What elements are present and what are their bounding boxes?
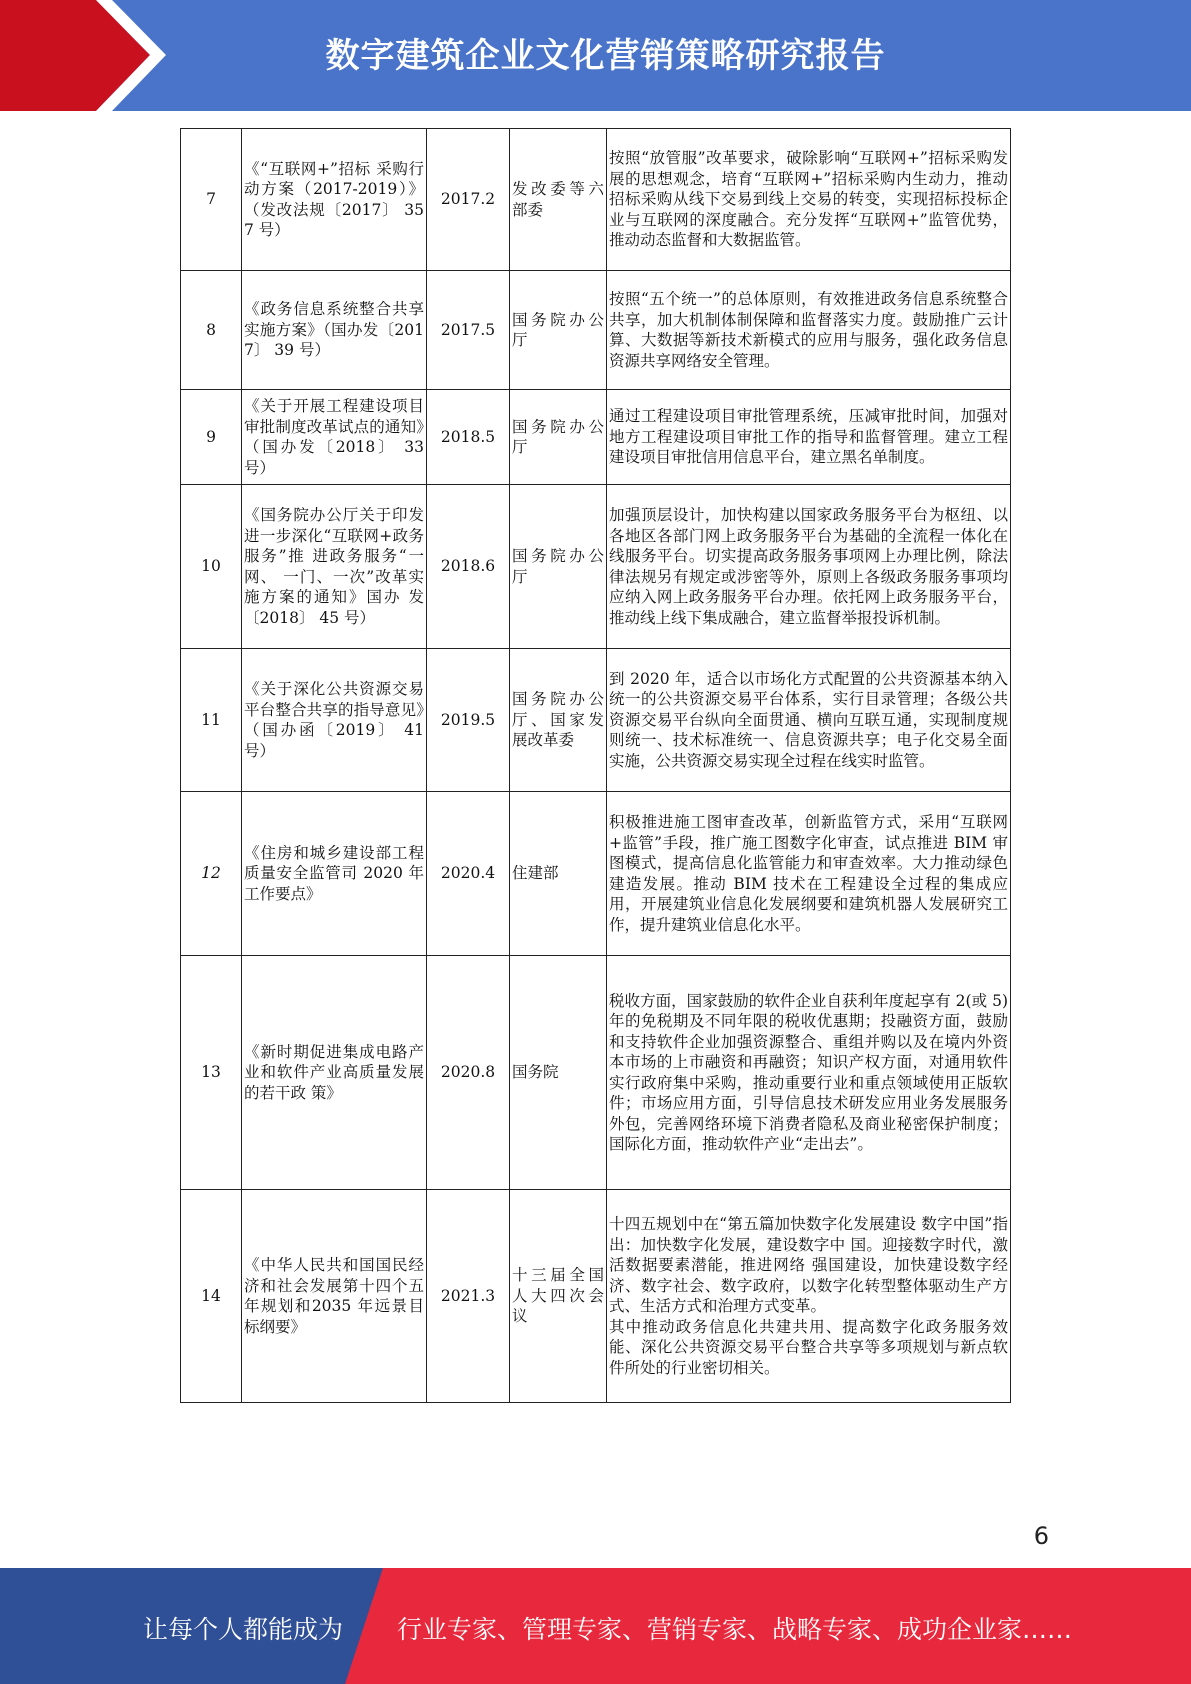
row-number: 13 xyxy=(181,956,242,1190)
content-paragraph: 按照“五个统一”的总体原则，有效推进政务信息系统整合共享，加大机制体制保障和监督落实力度。鼓励推广云计算、大数据等新技术新模式的应用与服务，强化政务信息资源共享网络安全管理。 xyxy=(609,290,1008,370)
issuing-department: 国务院办公厅 xyxy=(510,390,607,485)
table-row xyxy=(181,649,1011,792)
table-row xyxy=(181,390,1011,485)
issue-date: 2017.2 xyxy=(427,129,510,271)
policy-name: 《“互联网+”招标 采购行动方案（2017-2019）》（发改法规〔2017〕 357 号） xyxy=(242,129,427,271)
issue-date: 2019.5 xyxy=(427,649,510,792)
row-number: 7 xyxy=(181,129,242,271)
policy-name: 《新时期促进集成电路产业和软件产业高质量发展的若干政 策》 xyxy=(242,956,427,1190)
policy-content xyxy=(607,271,1011,390)
policy-name: 《政务信息系统整合共享实施方案》（国办发〔2017〕 39 号） xyxy=(242,271,427,390)
issuing-department: 国务院办公厅 xyxy=(510,485,607,649)
table-row xyxy=(181,956,1011,1190)
policy-name: 《住房和城乡建设部工程质量安全监管司 2020 年工作要点》 xyxy=(242,792,427,956)
issuing-department: 国务院 xyxy=(510,956,607,1190)
table-row xyxy=(181,485,1011,649)
footer-slogan-left: 让每个人都能成为 xyxy=(143,1615,344,1644)
issue-date: 2020.8 xyxy=(427,956,510,1190)
table-row xyxy=(181,1190,1011,1403)
policy-content xyxy=(607,792,1011,956)
page-number: 6 xyxy=(1033,1522,1049,1550)
policy-content xyxy=(607,485,1011,649)
content-paragraph: 积极推进施工图审查改革，创新监管方式，采用“互联网+监管”手段，推广施工图数字化审查，试点推进 BIM 审图模式，提高信息化监管能力和审查效率。大力推动绿色建造发展。推动 BIM 技术在工程建设全过程的集成应用，开展建筑业信息化发展纲要和建筑机器人发展研究工作，提升建筑业信息化水平。 xyxy=(609,813,1008,934)
content-paragraph: 到 2020 年，适合以市场化方式配置的公共资源基本纳入统一的公共资源交易平台体系，实行目录管理；各级公共资源交易平台纵向全面贯通、横向互联互通，实现制度规则统一、技术标准统一、信息资源共享；电子化交易全面实施，公共资源交易实现全过程在线实时监管。 xyxy=(609,669,1008,770)
content-paragraph: 加强顶层设计，加快构建以国家政务服务平台为枢纽、以各地区各部门网上政务服务平台为基础的全流程一体化在线服务平台。切实提高政务服务事项网上办理比例，除法律法规另有规定或涉密等外，原则上各级政务服务事项均应纳入网上政务服务平台办理。依托网上政务服务平台，推动线上线下集成融合，建立监督举报投诉机制。 xyxy=(609,506,1008,627)
issuing-department: 发改委等六部委 xyxy=(510,129,607,271)
policy-content xyxy=(607,390,1011,485)
issuing-department: 国务院办公厅 xyxy=(510,271,607,390)
row-number: 10 xyxy=(181,485,242,649)
report-title: 数字建筑企业文化营销策略研究报告 xyxy=(325,36,886,76)
page-header xyxy=(0,0,1191,111)
policy-table xyxy=(180,128,1011,1403)
policy-name: 《关于深化公共资源交易平台整合共享的指导意见》（国办函〔2019〕 41 号） xyxy=(242,649,427,792)
content-paragraph: 按照“放管服”改革要求，破除影响“互联网+”招标采购发展的思想观念，培育“互联网+”招标采购内生动力，推动招标采购从线下交易到线上交易的转变，实现招标投标企业与互联网的深度融合。充分发挥“互联网+”监管优势，推动动态监督和大数据监管。 xyxy=(609,149,1008,250)
issue-date: 2018.6 xyxy=(427,485,510,649)
page-footer xyxy=(0,1568,1191,1684)
content-paragraph: 十四五规划中在“第五篇加快数字化发展建设 数字中国”指出：加快数字化发展，建设数字中 国。迎接数字时代，激活数据要素潜能，推进网络 强国建设，加快建设数字经济、数字社会、数字政府，以数字化转型整体驱动生产方式、生活方式和治理方式变革。 xyxy=(609,1215,1008,1315)
footer-slogan-right: 行业专家、管理专家、营销专家、战略专家、成功企业家…… xyxy=(397,1615,1073,1644)
table-row xyxy=(181,271,1011,390)
policy-name: 《中华人民共和国国民经济和社会发展第十四个五年规划和2035 年远景目标纲要》 xyxy=(242,1190,427,1403)
policy-content xyxy=(607,129,1011,271)
policy-content xyxy=(607,956,1011,1190)
policy-name: 《关于开展工程建设项目审批制度改革试点的通知》（国办发〔2018〕 33 号） xyxy=(242,390,427,485)
row-number: 9 xyxy=(181,390,242,485)
row-number: 12 xyxy=(181,792,242,956)
table-row xyxy=(181,792,1011,956)
issue-date: 2021.3 xyxy=(427,1190,510,1403)
policy-content xyxy=(607,649,1011,792)
issue-date: 2018.5 xyxy=(427,390,510,485)
issuing-department: 住建部 xyxy=(510,792,607,956)
content-paragraph: 税收方面，国家鼓励的软件企业自获利年度起享有 2(或 5)年的免税期及不同年限的税收优惠期；投融资方面，鼓励和支持软件企业加强资源整合、重组并购以及在境内外资本市场的上市融资和再融资；知识产权方面，对通用软件实行政府集中采购，推动重要行业和重点领域使用正版软件；市场应用方面，引导信息技术研发应用业务发展服务外包，完善网络环境下消费者隐私及商业秘密保护制度；国际化方面，推动软件产业“走出去”。 xyxy=(609,991,1008,1153)
issue-date: 2020.4 xyxy=(427,792,510,956)
row-number: 14 xyxy=(181,1190,242,1403)
issuing-department: 国务院办公厅、国家发展改革委 xyxy=(510,649,607,792)
row-number: 8 xyxy=(181,271,242,390)
issuing-department: 十三届全国人大四次会议 xyxy=(510,1190,607,1403)
issue-date: 2017.5 xyxy=(427,271,510,390)
table-row xyxy=(181,129,1011,271)
row-number: 11 xyxy=(181,649,242,792)
content-paragraph: 其中推动政务信息化共建共用、提高数字化政务服务效能、深化公共资源交易平台整合共享等多项规划与新点软件所处的行业密切相关。 xyxy=(609,1317,1008,1377)
policy-content xyxy=(607,1190,1011,1403)
content-paragraph: 通过工程建设项目审批管理系统，压减审批时间，加强对地方工程建设项目审批工作的指导和监督管理。建立工程建设项目审批信用信息平台，建立黑名单制度。 xyxy=(609,407,1008,467)
policy-name: 《国务院办公厅关于印发进一步深化“互联网+政务服务”推 进政务服务“一网、 一门、一次”改革实 施方案的通知》国办 发〔2018〕 45 号） xyxy=(242,485,427,649)
